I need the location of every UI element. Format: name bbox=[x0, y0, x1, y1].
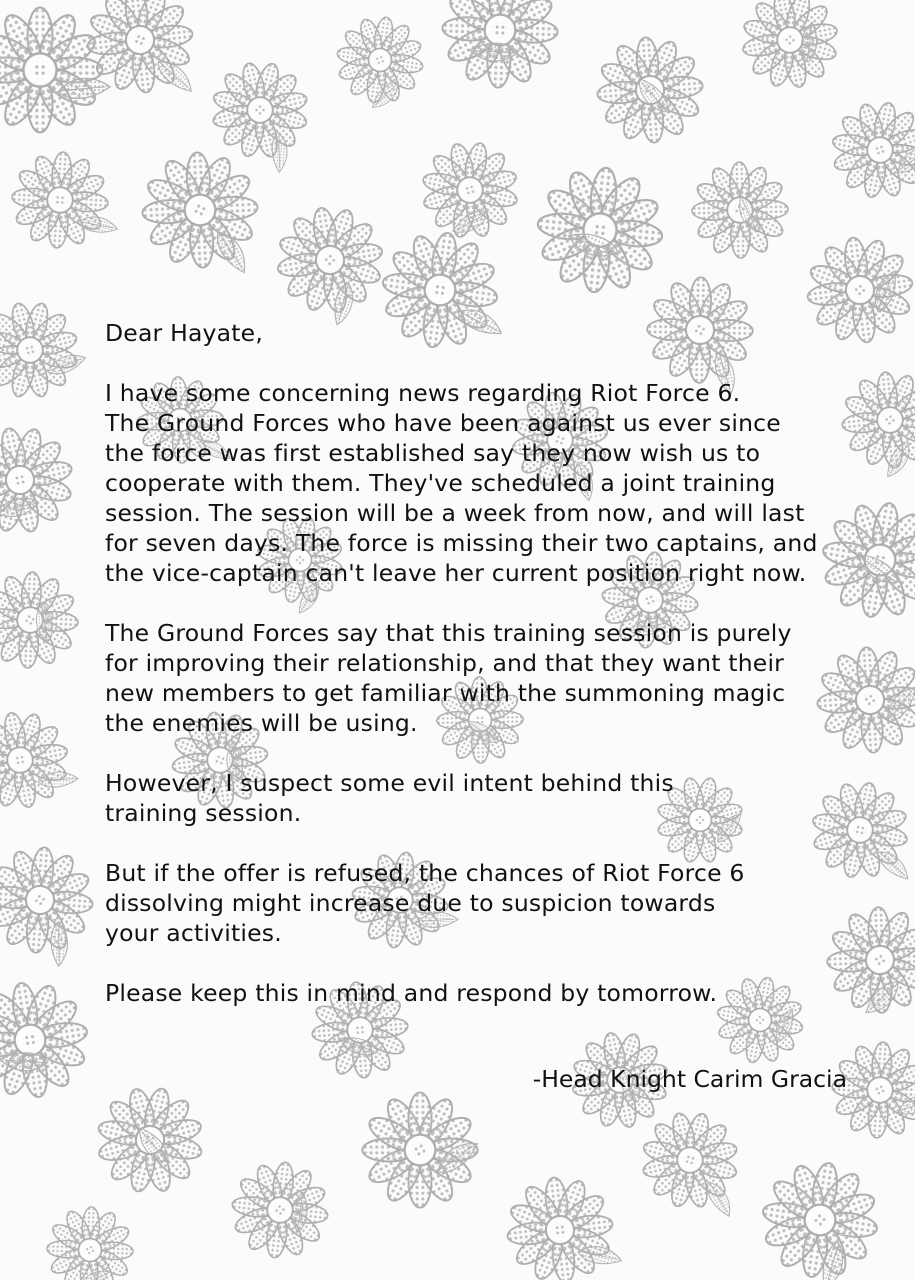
daisy-flower-icon bbox=[722, 0, 858, 108]
daisy-flower-icon bbox=[739, 1139, 901, 1280]
daisy-flower-icon bbox=[410, 130, 530, 250]
paragraph: But if the offer is refused, the chances of Riot Force 6 dissolving might increase due to suspicion towards your activities. bbox=[105, 859, 745, 947]
daisy-flower-icon bbox=[192, 42, 328, 178]
daisy-flower-icon bbox=[341, 1071, 498, 1228]
paragraph: However, I suspect some evil intent behind this training session. bbox=[105, 769, 674, 827]
daisy-flower-icon bbox=[531, 161, 668, 298]
daisy-flower-icon bbox=[256, 186, 405, 335]
daisy-flower-icon bbox=[0, 8, 102, 133]
salutation: Dear Hayate, bbox=[105, 319, 264, 347]
daisy-flower-icon bbox=[819, 89, 915, 211]
daisy-flower-icon bbox=[0, 704, 76, 817]
daisy-flower-icon bbox=[213, 1143, 347, 1277]
paragraph: Please keep this in mind and respond by tomorrow. bbox=[105, 979, 718, 1007]
daisy-flower-icon bbox=[32, 1192, 149, 1280]
daisy-flower-icon bbox=[123, 133, 278, 288]
daisy-flower-icon bbox=[0, 417, 83, 544]
daisy-flower-icon bbox=[9, 149, 111, 251]
daisy-flower-icon bbox=[631, 1101, 750, 1220]
paragraph: I have some concerning news regarding Riot Force 6. The Ground Forces who have been against us ever since the force was first established say they now wish us to cooperate with them. They've scheduled a joint training session. The session will be a week from now, and will last for seven days. The force is missing their two captains, and the vice-captain can't leave her current position right now. bbox=[105, 379, 818, 587]
daisy-flower-icon bbox=[0, 974, 96, 1106]
paragraph: The Ground Forces say that this training session is purely for improving their relationship, and that they want their new members to get familiar with the summoning magic the enemies will be using. bbox=[105, 619, 792, 737]
letter-body bbox=[105, 318, 875, 1038]
daisy-flower-icon bbox=[0, 291, 89, 409]
signature: -Head Knight Carim Gracia bbox=[532, 1065, 847, 1093]
